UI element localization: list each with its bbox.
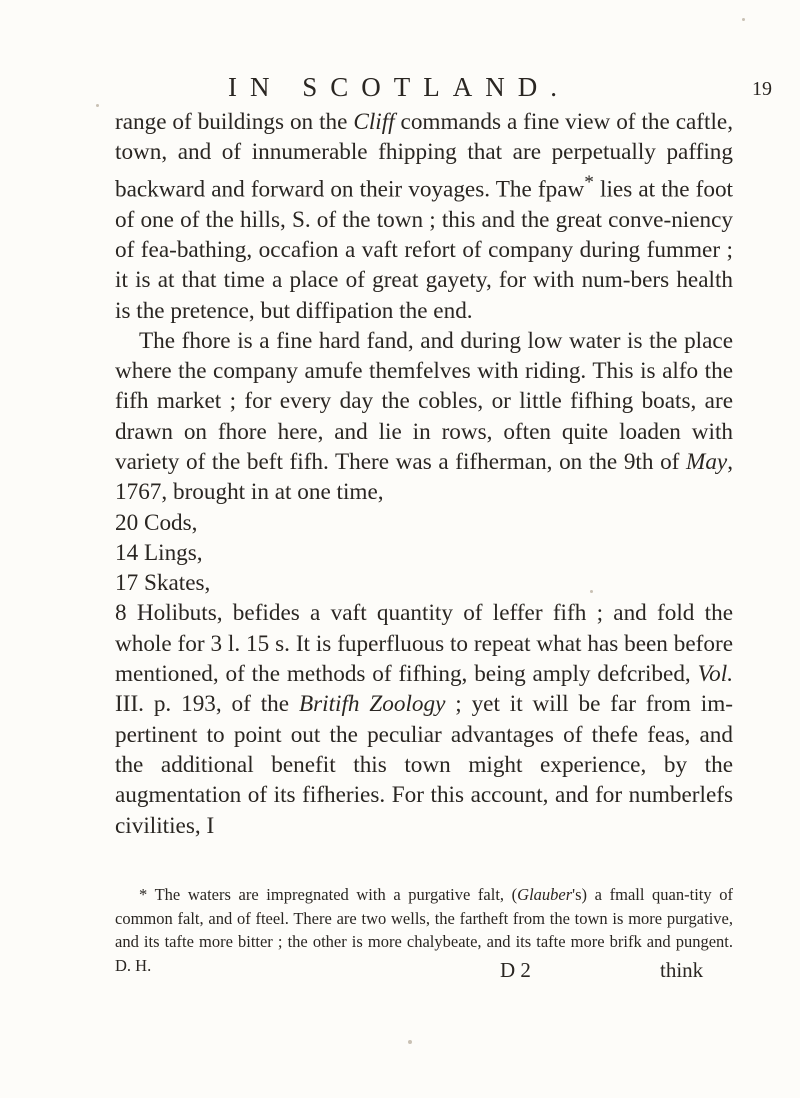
catch-list-item: 17 Skates,: [115, 570, 211, 597]
footnote-text: * The waters are impregnated with a purgative falt, (Glauber's) a fmall quan-tity of common falt, and of fteel. There are two wells, the fartheft from the town is more purgative, and its tafte more bitter ; the other is more chalybeate, and its tafte more brifk and pungent. D. H.: [115, 885, 733, 975]
book-title: Britifh Zoology: [298, 691, 446, 718]
place-name-cliff: Cliff: [353, 109, 395, 135]
signature-mark: D 2: [500, 958, 531, 982]
footnote-ref: *: [584, 171, 594, 193]
paper-speck: [590, 590, 593, 593]
catch-list-item: 20 Cods,: [115, 509, 198, 536]
running-header: IN SCOTLAND.: [228, 72, 570, 102]
paragraph-1: range of buildings on the Cliff commands a fine view of the caftle, town, and of innumerable fhipping that are perpetually paffing backward and forward on their voyages. The fpaw* lies at the foot of one of the hills, S. of the town ; this and the great conve-niency of fea-bathing, occafion a vaft refort of company during fummer ; it is at that time a place of great gayety, for with num-bers health is the pretence, but diffipation the end.: [115, 109, 733, 324]
paper-speck: [408, 1040, 412, 1044]
name-glauber: Glauber: [517, 885, 573, 904]
footnote: [115, 883, 733, 977]
page-number: 19: [752, 78, 772, 100]
paper-speck: [96, 104, 99, 107]
paper-speck: [742, 18, 745, 21]
main-text: [115, 107, 733, 841]
paragraph-3: 8 Holibuts, befides a vaft quantity of leffer fifh ; and fold the whole for 3 l. 15 s. It is fuperfluous to repeat what has been before mentioned, of the methods of fifhing, being amply defcribed, Vol. III. p. 193, of the Britifh Zoology ; yet it will be far from im-pertinent to point out the peculiar advantages of thefe feas, and the additional benefit this town might experience, by the augmentation of its fifheries. For this account, and for numberlefs civilities, I: [115, 600, 734, 839]
catch-list-item: 14 Lings,: [115, 539, 203, 566]
month-may: May: [686, 449, 728, 475]
footnote-signature: D. H.: [115, 955, 152, 975]
volume-abbrev: Vol.: [697, 661, 733, 688]
paragraph-2: The fhore is a fine hard fand, and during low water is the place where the company amufe themfelves with riding. This is alfo the fifh market ; for every day the cobles, or little fifhing boats, are drawn on fhore here, and lie in rows, often quite loaden with variety of the beft fifh. There was a fifherman, on the 9th of May, 1767, brought in at one time,: [115, 327, 733, 506]
catchword: think: [660, 958, 704, 982]
footnote-marker: *: [139, 885, 148, 904]
